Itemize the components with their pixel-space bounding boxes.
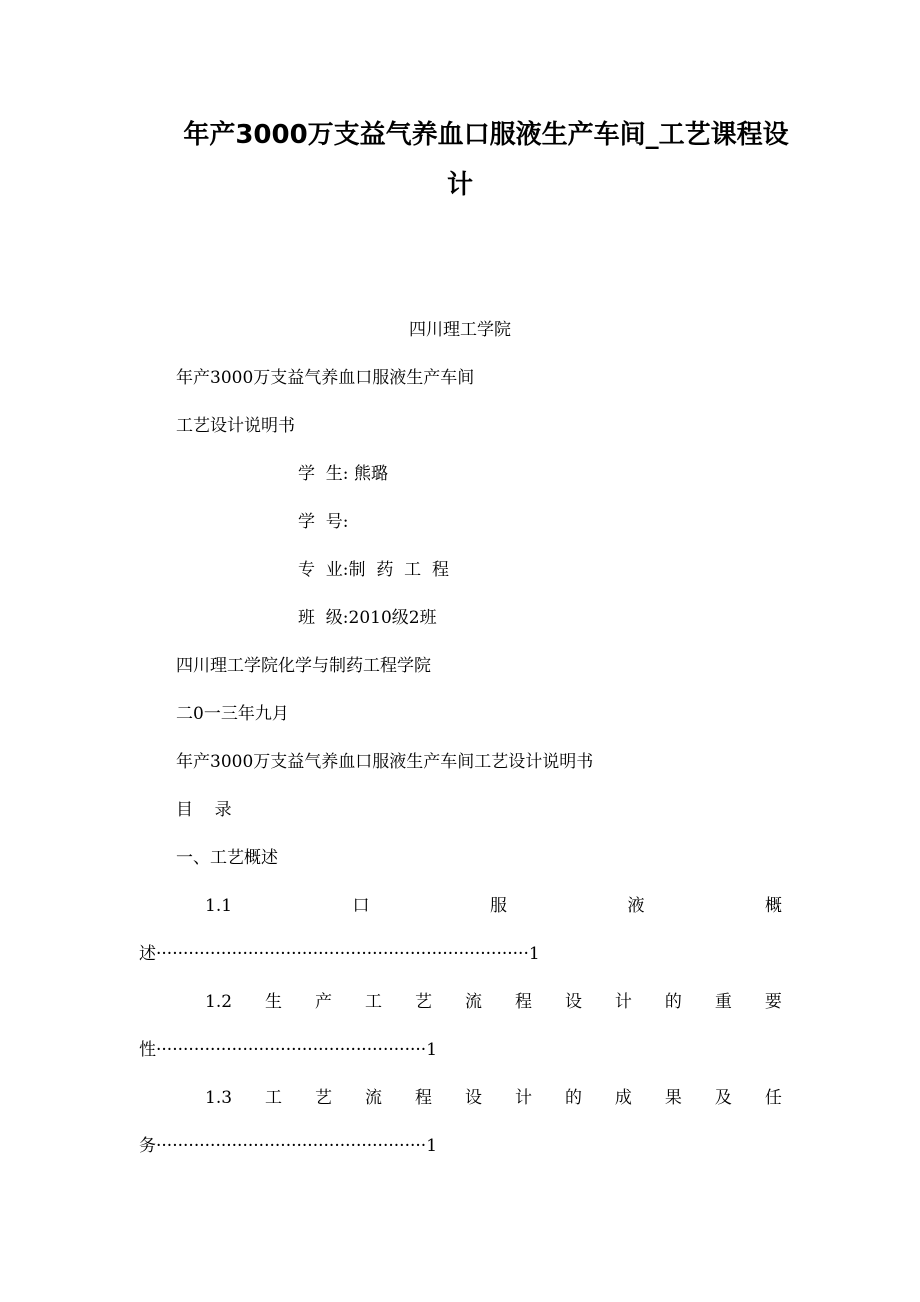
toc-entry-line [205,990,782,1014]
toc-entry-char: 重 [714,992,732,1012]
toc-entry-char: 产 [315,992,333,1012]
toc-entry-line [205,894,782,918]
toc-entry-line [205,1086,782,1110]
full-title: 年产3000万支益气养血口服液生产车间工艺设计说明书 [176,752,594,772]
toc-dot-leader: ····································································· [156,944,529,964]
class-field: 班 级:2010级2班 [298,608,437,628]
toc-entry-continuation [139,1134,437,1158]
toc-entry-char: 液 [627,896,645,916]
document-date: 二0一三年九月 [176,704,289,724]
toc-entry-number: 1.3 [205,1088,233,1108]
toc-entry-number: 1.2 [205,992,233,1012]
toc-entry-char: 设 [464,1088,482,1108]
toc-page-number: 1 [426,1040,438,1060]
toc-heading: 目 录 [176,800,232,820]
toc-page-number: 1 [528,944,540,964]
toc-entry-tail: 性 [139,1040,156,1060]
subject-line: 年产3000万支益气养血口服液生产车间 [176,368,475,388]
toc-entry-char: 流 [464,992,482,1012]
toc-entry-tail: 述 [139,944,156,964]
toc-entry-char: 计 [514,1088,532,1108]
institution-name: 四川理工学院 [409,320,511,340]
toc-entry-char: 流 [365,1088,382,1108]
toc-entry-char: 艺 [315,1088,333,1108]
toc-dot-leader: ·················································· [156,1136,427,1156]
toc-entry-char: 口 [352,896,370,916]
toc-page-number: 1 [426,1136,438,1156]
student-id-field: 学 号: [298,512,349,532]
major-field: 专 业:制 药 工 程 [298,560,449,580]
section-heading-1: 一、工艺概述 [176,848,278,868]
toc-dot-leader: ·················································· [156,1040,427,1060]
toc-entry-continuation [139,942,540,966]
student-name-field: 学 生: 熊璐 [298,464,388,484]
toc-entry-tail: 务 [139,1136,156,1156]
toc-entry-continuation [139,1038,437,1062]
toc-entry-char: 成 [614,1088,632,1108]
toc-entry-char: 的 [564,1088,582,1108]
toc-entry-char: 程 [514,992,532,1012]
toc-entry-char: 任 [764,1088,782,1108]
toc-entry-char: 服 [490,896,508,916]
toc-entry-char: 设 [564,992,582,1012]
toc-entry-char: 计 [614,992,632,1012]
toc-entry-char: 的 [664,992,682,1012]
document-type: 工艺设计说明书 [176,416,295,436]
toc-entry-number: 1.1 [205,896,233,916]
document-title-line2: 计 [446,170,473,200]
toc-entry-char: 程 [414,1088,432,1108]
toc-entry-char: 概 [764,896,782,916]
school-name: 四川理工学院化学与制药工程学院 [176,656,431,676]
toc-entry-char: 果 [664,1088,682,1108]
toc-entry-char: 生 [265,992,283,1012]
toc-entry-char: 及 [714,1088,732,1108]
document-title-line1: 年产3000万支益气养血口服液生产车间_工艺课程设 [183,120,789,150]
toc-entry-char: 工 [265,1088,283,1108]
toc-entry-char: 工 [365,992,382,1012]
toc-entry-char: 要 [764,992,782,1012]
toc-entry-char: 艺 [414,992,432,1012]
